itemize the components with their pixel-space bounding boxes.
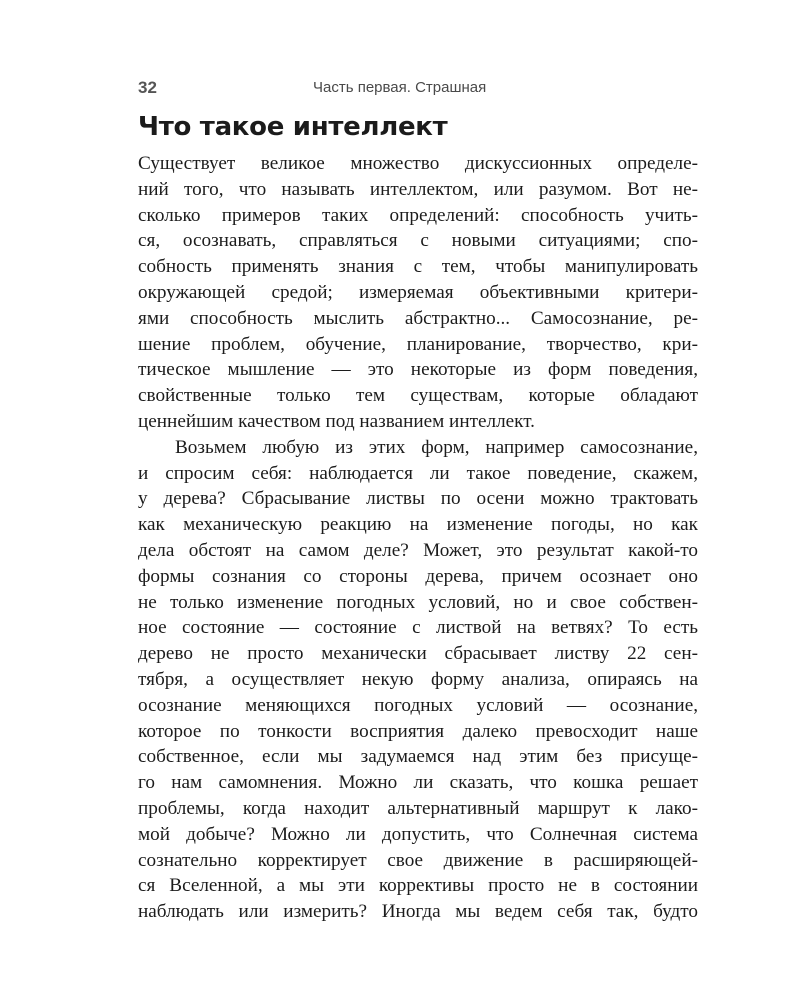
text-line: сознательно корректирует свое движение в расширяющей-	[138, 849, 698, 871]
text-line: не только изменение погодных условий, но и свое собствен-	[138, 591, 698, 613]
text-line: тября, а осуществляет некую форму анализа, опираясь на	[138, 668, 698, 690]
text-line: ся Вселенной, а мы эти коррективы просто не в состоянии	[138, 875, 698, 897]
paragraph-2	[138, 435, 698, 925]
text-line: проблемы, когда находит альтернативный маршрут к лако-	[138, 797, 699, 819]
text-line: Возьмем любую из этих форм, например самосознание,	[175, 436, 698, 458]
text-line: дела обстоят на самом деле? Может, это результат какой-то	[138, 539, 698, 561]
text-line: ся, осознавать, справляться с новыми ситуациями; спо-	[138, 230, 699, 252]
running-header	[138, 78, 698, 102]
text-line: свойственные только тем существам, которые обладают	[138, 385, 699, 407]
page-number: 32	[138, 78, 157, 97]
text-line: ное состояние — состояние с листвой на ветвях? То есть	[138, 617, 699, 639]
text-line: которое по тонкости восприятия далеко превосходит наше	[138, 720, 699, 742]
text-line: собность применять знания с тем, чтобы манипулировать	[138, 256, 699, 278]
chapter-heading: Что такое интеллект	[138, 112, 448, 142]
text-line: у дерева? Сбрасывание листвы по осени можно трактовать	[138, 488, 699, 510]
text-line: Существует великое множество дискуссионных определе-	[138, 153, 698, 174]
text-line: собственное, если мы задумаемся над этим без присуще-	[138, 746, 699, 768]
section-title: Часть первая. Страшная	[313, 79, 487, 96]
text-line: ний того, что называть интеллектом, или разумом. Вот не-	[138, 178, 699, 200]
body-text	[138, 151, 698, 925]
text-line: мой добыче? Можно ли допустить, что Солнечная система	[138, 823, 698, 845]
paragraph-1	[138, 151, 698, 435]
text-line: наблюдать или измерить? Иногда мы ведем себя так, будто	[138, 901, 698, 923]
text-line: тическое мышление — это некоторые из форм поведения,	[138, 359, 698, 381]
text-line: дерево не просто механически сбрасывает листву 22 сен-	[138, 643, 698, 665]
text-line: шение проблем, обучение, планирование, творчество, кри-	[138, 333, 699, 355]
text-line: ценнейшим качеством под названием интеллект.	[138, 410, 535, 432]
text-line: сколько примеров таких определений: способность учить-	[138, 204, 698, 226]
text-line: формы сознания со стороны дерева, причем осознает оно	[138, 565, 698, 587]
text-line: окружающей средой; измеряемая объективными критери-	[138, 281, 698, 303]
text-line: осознание меняющихся погодных условий — осознание,	[138, 694, 699, 716]
text-line: го нам самомнения. Можно ли сказать, что кошка решает	[138, 772, 698, 794]
text-line: ями способность мыслить абстрактно... Самосознание, ре-	[138, 307, 699, 329]
text-line: как механическую реакцию на изменение погоды, но как	[138, 514, 698, 536]
text-line: и спросим себя: наблюдается ли такое поведение, скажем,	[138, 462, 698, 484]
